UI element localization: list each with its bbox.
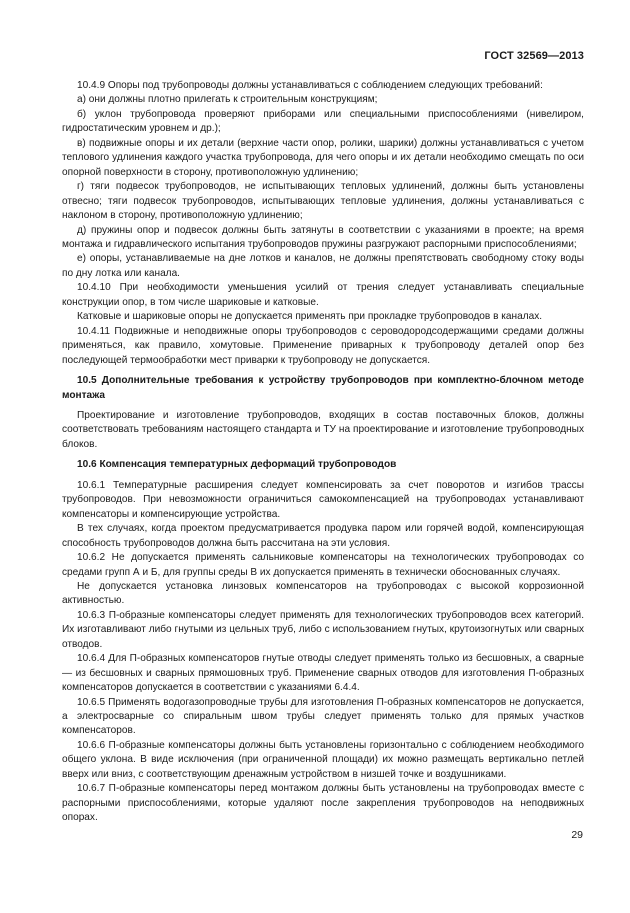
page-body (62, 79, 584, 826)
paragraph-10-4-11: 10.4.11 Подвижные и неподвижные опоры трубопроводов с сероводородсодержащими средами должны применяться, как правило, хомутовые. Применение приварных к трубопроводу деталей опор без последующей термообработки мест приварки к трубопроводу не допускается. (62, 325, 584, 366)
paragraph-10-6-2: 10.6.2 Не допускается применять сальниковые компенсаторы на технологических трубопроводах со средами групп А и Б, для группы среды В их допускается применять в технически обоснованных случаях. (62, 552, 584, 578)
paragraph-10-6-5: 10.6.5 Применять водогазопроводные трубы для изготовления П-образных компенсаторов не допускается, а электросварные со спиральным швом трубы следует применять только для прямых участков компенсаторов. (62, 696, 584, 737)
paragraph-10-4-10: 10.4.10 При необходимости уменьшения усилий от трения следует устанавливать специальные конструкции опор, в том числе шариковые и катковые. (62, 282, 584, 308)
list-item-v: в) подвижные опоры и их детали (верхние части опор, ролики, шарики) должны устанавливаться с учетом теплового удлинения каждого участка трубопровода, для чего опоры и их детали необходимо смещать по оси опорной поверхности в сторону, противоположную удлинению; (62, 137, 584, 178)
paragraph-roller-supports: Катковые и шариковые опоры не допускается применять при прокладке трубопроводов в каналах. (77, 311, 543, 323)
paragraph-10-6-6: 10.6.6 П-образные компенсаторы должны быть установлены горизонтально с соблюдением необходимого общего уклона. В виде исключения (при ограниченной площади) их можно размещать вертикально петлей вверх или вниз, с соответствующим дренажным устройством в низшей точке и воздушниками. (62, 739, 584, 780)
list-item-d: д) пружины опор и подвесок должны быть затянуты в соответствии с указаниями в проекте; на время монтажа и гидравлического испытания трубопроводов пружины разгружают распорными приспособлениями; (62, 224, 584, 250)
list-item-a: а) они должны плотно прилегать к строительным конструкциям; (77, 94, 378, 106)
paragraph-10-6-3: 10.6.3 П-образные компенсаторы следует применять для технологических трубопроводов всех категорий. Их изготавливают либо гнутыми из цельных труб, либо с использованием гнутых, крутоизогнутых или сварных отводов. (62, 609, 584, 650)
list-item-g: г) тяги подвесок трубопроводов, не испытывающих тепловых удлинений, должны быть установлены отвесно; тяги подвесок трубопроводов, испытывающих тепловые удлинения, должны устанавливаться с наклоном в сторону, противоположную удлинению; (62, 181, 584, 222)
paragraph-10-6-1: 10.6.1 Температурные расширения следует компенсировать за счет поворотов и изгибов трассы трубопроводов. При невозможности ограничиться самокомпенсацией на трубопроводах устанавливают компенсаторы и компенсирующие устройства. (62, 479, 584, 520)
document-header: ГОСТ 32569—2013 (484, 50, 584, 62)
page-number: 29 (571, 829, 583, 841)
section-heading-10-6: 10.6 Компенсация температурных деформаций трубопроводов (77, 459, 397, 471)
paragraph-10-4-9: 10.4.9 Опоры под трубопроводы должны устанавливаться с соблюдением следующих требований: (77, 80, 543, 91)
paragraph-10-6-4: 10.6.4 Для П-образных компенсаторов гнутые отводы следует применять только из бесшовных, а сварные — из бесшовных и сварных прямошовных труб. Применение сварных отводов для изготовления П-образных компенсаторов допускается в соответствии с указаниями 6.4.4. (62, 653, 584, 694)
paragraph-steam-purge: В тех случаях, когда проектом предусматривается продувка паром или горячей водой, компенсирующая способность трубопроводов должна быть рассчитана на эти условия. (62, 523, 584, 549)
list-item-b: б) уклон трубопровода проверяют приборами или специальными приспособлениями (нивелиром, гидростатическим уровнем и др.); (62, 108, 584, 135)
paragraph-10-5: Проектирование и изготовление трубопроводов, входящих в состав поставочных блоков, должны соответствовать требованиям настоящего стандарта и ТУ на проектирование и изготовление трубопроводных блоков. (62, 409, 584, 450)
paragraph-10-6-7: 10.6.7 П-образные компенсаторы перед монтажом должны быть установлены на трубопроводах вместе с распорными приспособлениями, которые удаляют после закрепления трубопроводов на неподвижных опорах. (62, 783, 584, 824)
paragraph-lens-compensators: Не допускается установка линзовых компенсаторов на трубопроводах с высокой коррозионной активностью. (62, 580, 584, 607)
list-item-e: е) опоры, устанавливаемые на дне лотков и каналов, не должны препятствовать свободному стоку воды по дну лотка или канала. (62, 253, 584, 279)
section-heading-10-5: 10.5 Дополнительные требования к устройству трубопроводов при комплектно-блочном методе монтажа (62, 375, 584, 401)
